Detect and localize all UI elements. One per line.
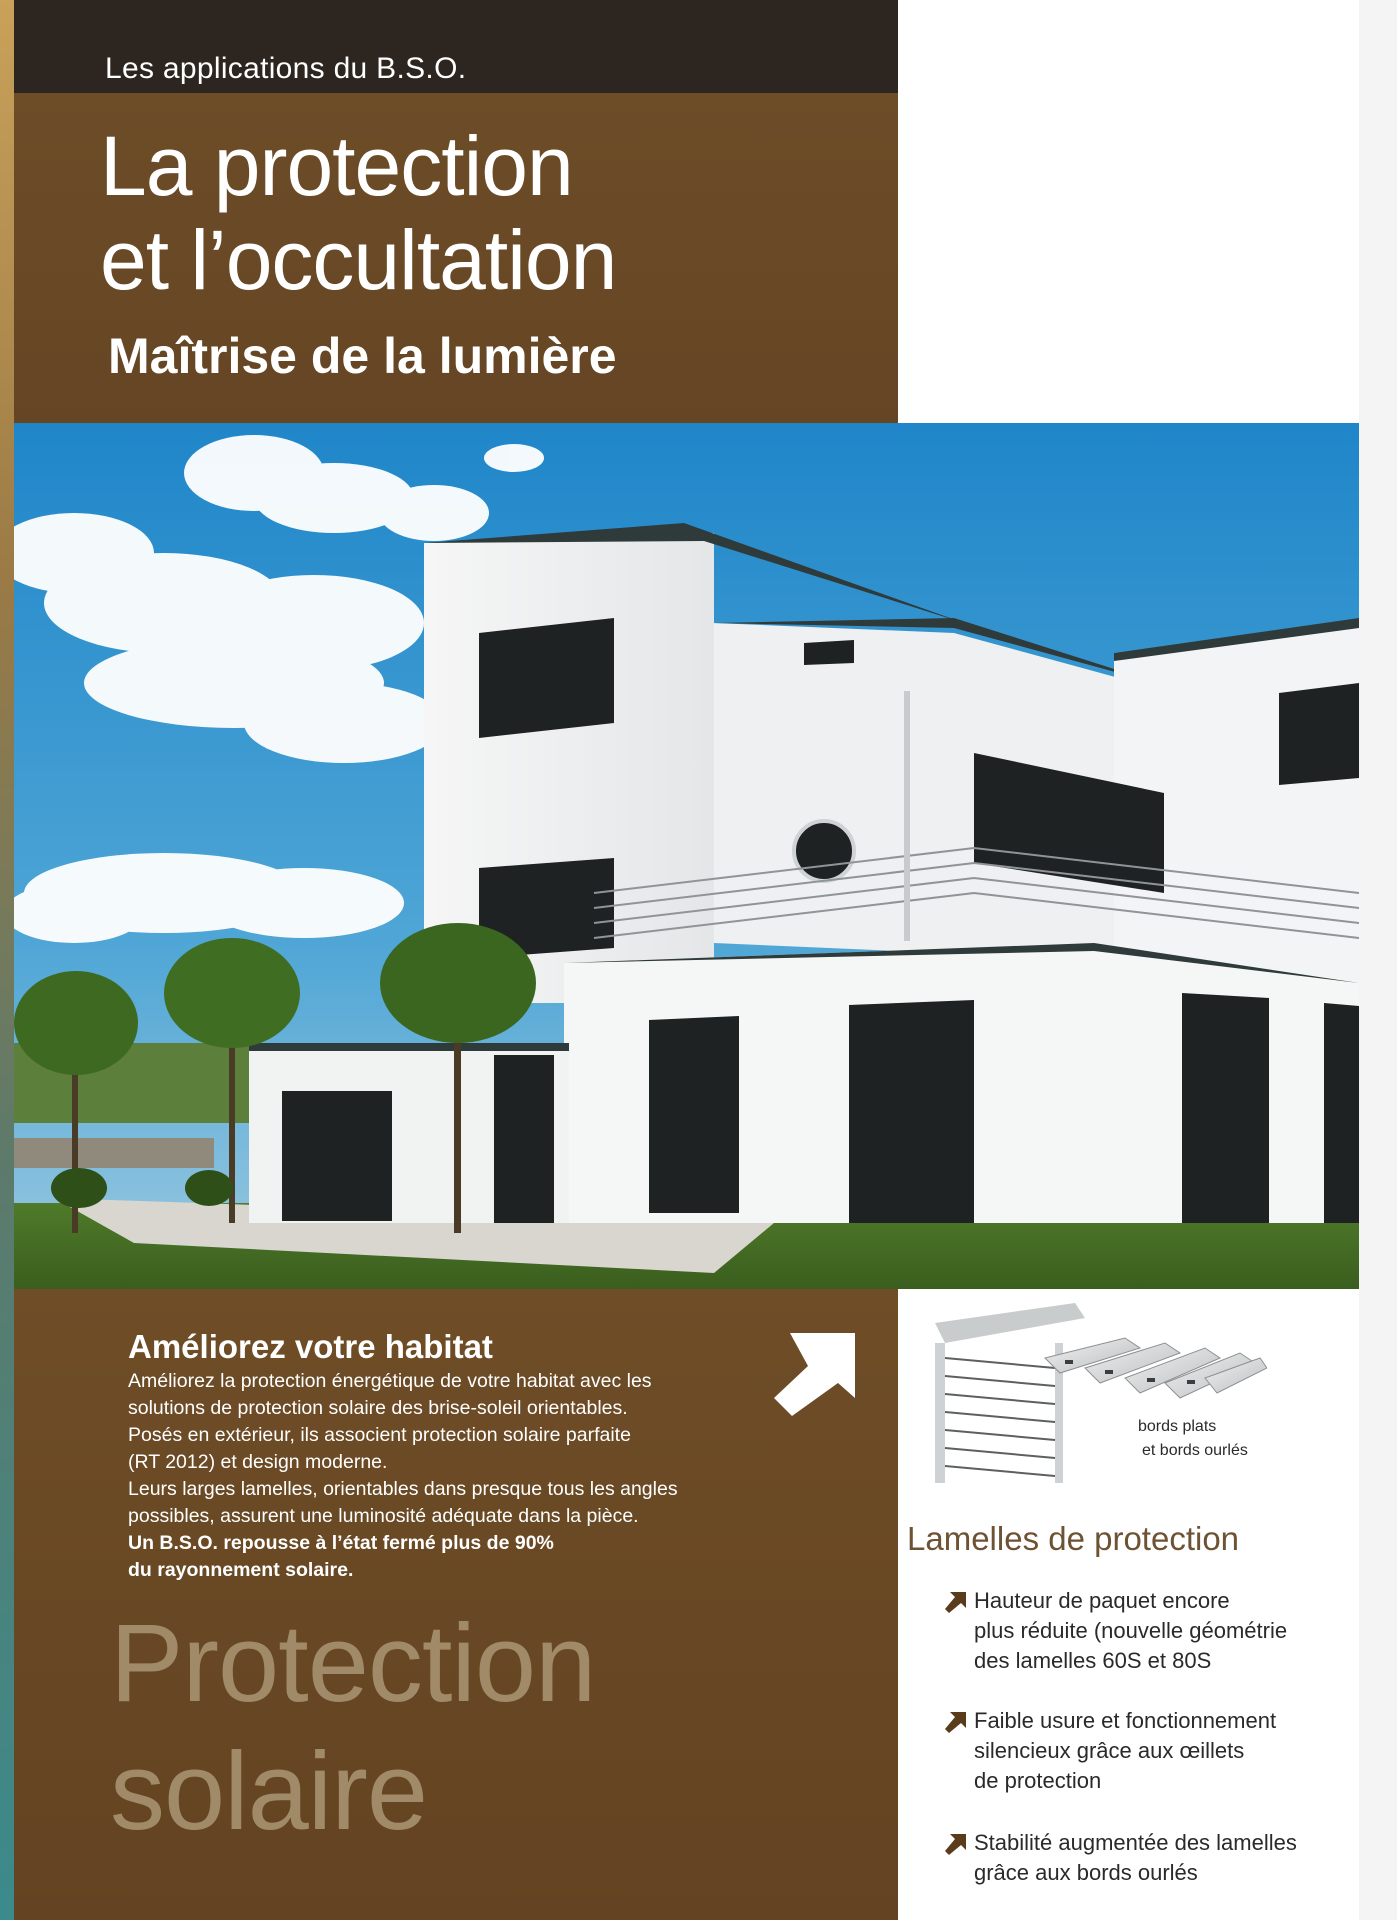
body-highlight-line: du rayonnement solaire. xyxy=(128,1559,354,1581)
feature-item xyxy=(944,1706,1334,1796)
body-line: Améliorez la protection énergétique de votre habitat avec les xyxy=(128,1370,652,1392)
feature-line: des lamelles 60S et 80S xyxy=(974,1648,1212,1673)
lamelles-title: Lamelles de protection xyxy=(907,1520,1240,1557)
body-highlight-line: Un B.S.O. repousse à l’état fermé plus de 90% xyxy=(128,1532,554,1554)
feature-line: Hauteur de paquet encore xyxy=(974,1588,1230,1613)
adjacent-page-edge xyxy=(0,0,14,1920)
feature-line: plus réduite (nouvelle géométrie xyxy=(974,1618,1288,1643)
feature-line: Faible usure et fonctionnement xyxy=(974,1708,1277,1733)
feature-line: Stabilité augmentée des lamelles xyxy=(974,1830,1297,1855)
kicker-text: Les applications du B.S.O. xyxy=(105,52,467,85)
lamelles-illustration xyxy=(925,1298,1267,1498)
caption-line: bords plats xyxy=(1138,1418,1217,1435)
feature-line: silencieux grâce aux œillets xyxy=(974,1738,1245,1763)
arrow-up-right-icon xyxy=(770,1328,860,1418)
arrow-up-right-icon xyxy=(944,1832,968,1856)
page-title-line1: La protection xyxy=(100,119,573,213)
body-line: solutions de protection solaire des brise-soleil orientables. xyxy=(128,1397,628,1419)
page-subtitle: Maîtrise de la lumière xyxy=(108,328,617,384)
feature-line: de protection xyxy=(974,1768,1102,1793)
feature-item xyxy=(944,1586,1334,1676)
arrow-up-right-icon xyxy=(944,1710,968,1734)
body-line: possibles, assurent une luminosité adéquate dans la pièce. xyxy=(128,1505,639,1527)
page-margin xyxy=(1359,0,1397,1920)
body-line: (RT 2012) et design moderne. xyxy=(128,1451,388,1473)
section-body xyxy=(128,1368,748,1584)
large-caption-line2: solaire xyxy=(110,1730,428,1853)
body-line: Leurs larges lamelles, orientables dans presque tous les angles xyxy=(128,1478,678,1500)
feature-line: grâce aux bords ourlés xyxy=(974,1860,1198,1885)
house-photo xyxy=(14,423,1359,1289)
feature-item xyxy=(944,1828,1334,1888)
section-title: Améliorez votre habitat xyxy=(128,1328,493,1365)
large-caption-line1: Protection xyxy=(110,1602,596,1725)
lamelles-caption xyxy=(1138,1415,1248,1463)
body-line: Posés en extérieur, ils associent protection solaire parfaite xyxy=(128,1424,631,1446)
caption-line: et bords ourlés xyxy=(1142,1442,1248,1459)
page-title-line2: et l’occultation xyxy=(100,213,617,307)
arrow-up-right-icon xyxy=(944,1590,968,1614)
